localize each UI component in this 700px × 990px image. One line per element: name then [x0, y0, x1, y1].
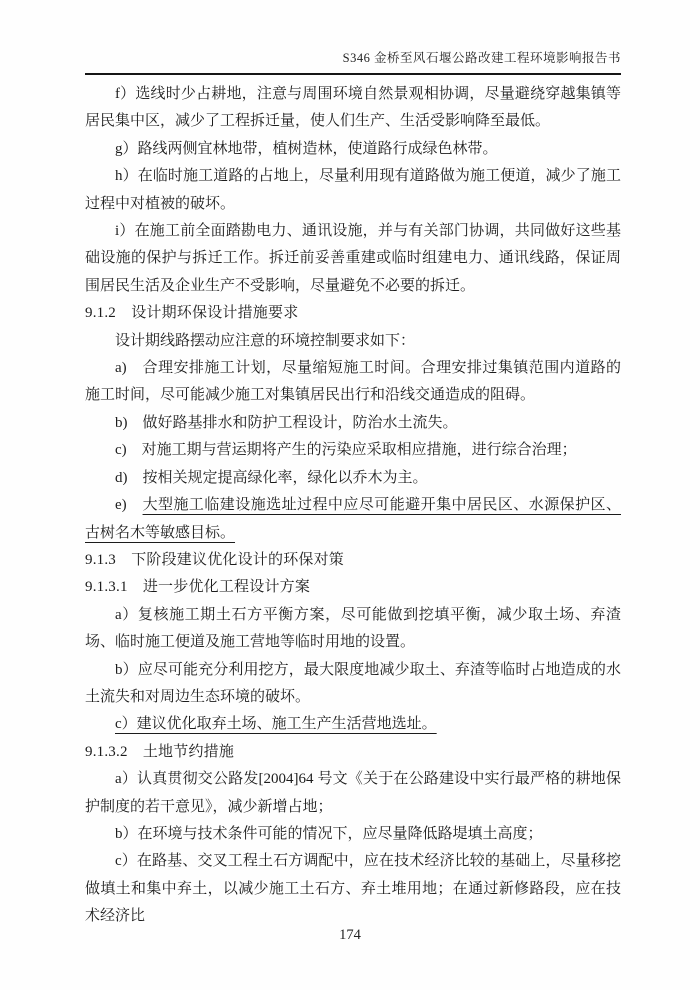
list-item-e-prefix: e): [115, 497, 143, 514]
list-item-b-optimize: b）应尽可能充分利用挖方，最大限度地减少取土、弃渣等临时占地造成的水土流失和对周边生态环境的破坏。: [85, 661, 621, 705]
body-text: [85, 81, 621, 931]
list-item-b-design: b) 做好路基排水和防护工程设计，防治水土流失。: [115, 414, 458, 431]
page-content: [85, 48, 621, 931]
list-item-f: f）选线时少占耕地，注意与周围环境自然景观相协调，尽量避绕穿越集镇等居民集中区，减少了工程拆迁量，使人们生产、生活受影响降至最低。: [85, 86, 621, 130]
list-item-e-design: [85, 492, 621, 547]
list-item-g: g）路线两侧宜林地带，植树造林，使道路行成绿色林带。: [115, 140, 498, 157]
list-item-c-optimize: [85, 711, 621, 738]
section-heading-9-1-3-2: 9.1.3.2 土地节约措施: [85, 743, 235, 760]
page-number: 174: [339, 927, 361, 943]
section-heading-9-1-2: 9.1.2 设计期环保设计措施要求: [85, 305, 299, 322]
list-item-h: h）在临时施工道路的占地上，尽量利用现有道路做为施工便道，减少了施工过程中对植被的破坏。: [85, 168, 621, 212]
list-item-c-underlined-text: c）建议优化取弃土场、施工生产生活营地选址。: [115, 716, 437, 733]
section-intro-9-1-2: 设计期线路摆动应注意的环境控制要求如下：: [115, 332, 416, 349]
list-item-i: i）在施工前全面踏勘电力、通讯设施，并与有关部门协调，共同做好这些基础设施的保护与拆迁工作。拆迁前妥善重建或临时组建电力、通讯线路，保证周围居民生活及企业生产不受影响，尽量避免不必要的拆迁。: [85, 223, 621, 294]
section-heading-9-1-3-1: 9.1.3.1 进一步优化工程设计方案: [85, 579, 311, 596]
list-item-a-design: a) 合理安排施工计划，尽量缩短施工时间。合理安排过集镇范围内道路的施工时间，尽可能减少施工对集镇居民出行和沿线交通造成的阻碍。: [85, 360, 621, 404]
list-item-a-optimize: a）复核施工期土石方平衡方案，尽可能做到挖填平衡，减少取土场、弃渣场、临时施工便道及施工营地等临时用地的设置。: [85, 606, 621, 651]
list-item-a-land: a）认真贯彻交公路发[2004]64 号文《关于在公路建设中实行最严格的耕地保护制度的若干意见》，减少新增占地；: [85, 771, 621, 815]
list-item-c-land: c）在路基、交叉工程土石方调配中，应在技术经济比较的基础上，尽量移挖做填土和集中弃土，以减少施工土石方、弃土堆用地；在通过新修路段，应在技术经济比: [85, 853, 621, 925]
running-header: S346 金桥至风石堰公路改建工程环境影响报告书: [85, 48, 621, 75]
list-item-c-design: c) 对施工期与营运期将产生的污染应采取相应措施，进行综合治理；: [115, 442, 577, 459]
section-heading-9-1-3: 9.1.3 下阶段建议优化设计的环保对策: [85, 551, 345, 568]
list-item-e-underlined-text: 大型施工临建设施选址过程中应尽可能避开集中居民区、水源保护区、古树名木等敏感目标。: [85, 497, 621, 541]
list-item-b-land: b）在环境与技术条件可能的情况下，应尽量降低路堤填土高度；: [115, 825, 543, 842]
list-item-d-design: d) 按相关规定提高绿化率，绿化以乔木为主。: [115, 469, 428, 486]
